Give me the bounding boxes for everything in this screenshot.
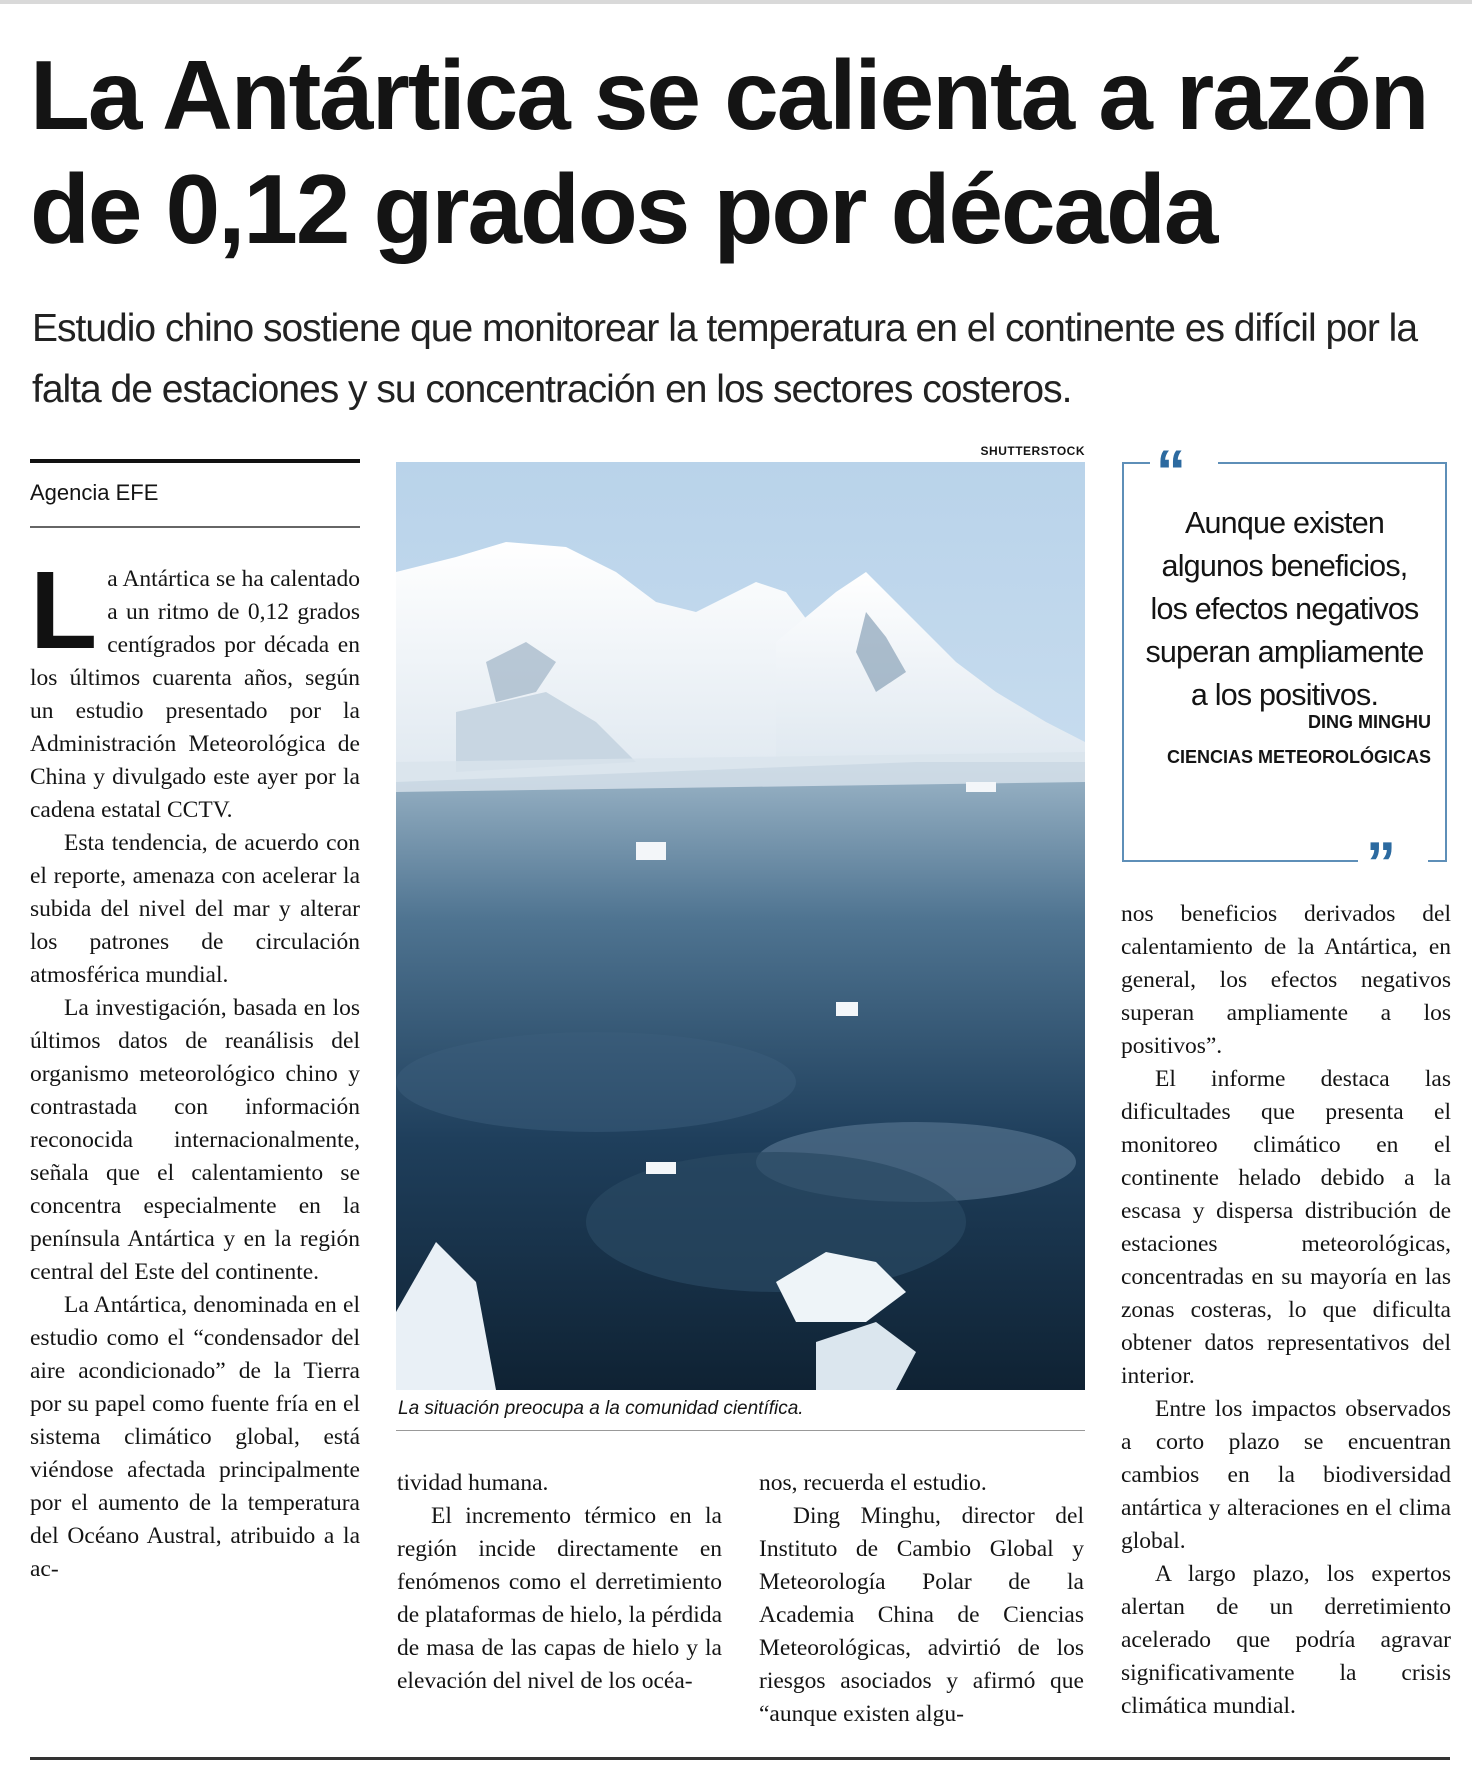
quote-text — [1122, 502, 1447, 717]
subheadline-line: Estudio chino sostiene que monitorear la temperatura en el continente es difícil por la — [32, 307, 1418, 350]
quote-organization: CIENCIAS METEOROLÓGICAS — [1166, 747, 1431, 767]
quote-frame-top-right — [1218, 462, 1447, 464]
quote-frame-bottom-left — [1122, 860, 1358, 862]
close-quote-icon: ” — [1366, 830, 1396, 897]
paragraph: Esta tendencia, de acuerdo con el reporte, amenaza con acelerar la subida del nivel del mar y alterar los patrones de circulación atmosférica mundial. — [30, 830, 360, 988]
article-column-4 — [1121, 898, 1451, 1723]
quote-line: los efectos negativos — [1150, 592, 1419, 626]
paragraph: Ding Minghu, director del Instituto de Cambio Global y Meteorología Polar de la Academia China de Ciencias Meteorológicas, advirtió de los riesgos asociados y afirmó que “aunque existen algu- — [759, 1503, 1084, 1727]
pull-quote — [1122, 438, 1447, 897]
bottom-rule — [30, 1757, 1450, 1760]
paragraph: a Antártica se ha calentado a un ritmo de 0,12 grados centígrados por década en los últimos cuarenta años, según un estudio presentado por la Administración Meteorológica de China y divulgado este ayer por la cadena estatal CCTV. — [30, 566, 360, 823]
article-column-3 — [759, 1467, 1084, 1731]
paragraph: Entre los impactos observados a corto plazo se encuentran cambios en la biodiversidad antártica y alteraciones en el clima global. — [1121, 1396, 1451, 1554]
article-column-2 — [397, 1467, 722, 1698]
quote-line: Aunque existen — [1184, 506, 1385, 540]
quote-frame-bottom-right — [1428, 860, 1447, 862]
paragraph: El incremento térmico en la región incide directamente en fenómenos como el derretimiento de plataformas de hielo, la pérdida de masa de las capas de hielo y la elevación del nivel de los océa- — [397, 1503, 722, 1694]
byline-divider — [30, 526, 360, 528]
subheadline-line: falta de estaciones y su concentración en los sectores costeros. — [32, 368, 1072, 411]
drop-cap: L — [30, 549, 98, 672]
byline: Agencia EFE — [30, 480, 159, 505]
paragraph: nos beneficios derivados del calentamiento de la Antártica, en general, los efectos negativos superan ampliamente a los positivos”. — [1121, 901, 1451, 1059]
headline-line: de 0,12 grados por década — [30, 154, 1217, 264]
paragraph: tividad humana. — [397, 1470, 549, 1496]
photo-credit: SHUTTERSTOCK — [980, 444, 1085, 458]
article-column-1 — [30, 549, 360, 1586]
top-rule — [0, 0, 1472, 4]
byline-rule — [30, 459, 360, 463]
quote-line: superan ampliamente — [1145, 635, 1424, 669]
quote-frame-top-left — [1122, 462, 1150, 464]
caption-rule — [396, 1430, 1085, 1431]
subheadline — [32, 298, 1432, 420]
quote-line: a los positivos. — [1190, 678, 1379, 712]
paragraph: A largo plazo, los expertos alertan de un derretimiento acelerado que podría agravar significativamente la crisis climática mundial. — [1121, 1561, 1451, 1719]
open-quote-icon: “ — [1156, 438, 1186, 505]
headline-line: La Antártica se calienta a razón — [30, 40, 1428, 150]
photo-caption: La situación preocupa a la comunidad científica. — [398, 1398, 804, 1419]
paragraph: El informe destaca las dificultades que presenta el monitoreo climático en el continente helado debido a la escasa y dispersa distribución de estaciones meteorológicas, concentradas en su mayoría en las zonas costeras, lo que dificulta obtener datos representativos del interior. — [1121, 1066, 1451, 1389]
paragraph: La Antártica, denominada en el estudio como el “condensador del aire acondicionado” de la Tierra por su papel como fuente fría en el sistema climático global, está viéndose afectada principalmente por el aumento de la temperatura del Océano Austral, atribuido a la ac- — [30, 1292, 360, 1582]
antarctica-photo-illustration — [396, 462, 1085, 1390]
quote-line: algunos beneficios, — [1161, 549, 1408, 583]
antarctica-photo — [396, 462, 1085, 1390]
quote-author: DING MINGHU — [1308, 712, 1431, 732]
paragraph: nos, recuerda el estudio. — [759, 1470, 987, 1496]
headline — [30, 38, 1450, 266]
paragraph: La investigación, basada en los últimos datos de reanálisis del organismo meteorológico chino y contrastada con información reconocida internacionalmente, señala que el calentamiento se concentra especialmente en la península Antártica y en la región central del Este del continente. — [30, 995, 360, 1285]
